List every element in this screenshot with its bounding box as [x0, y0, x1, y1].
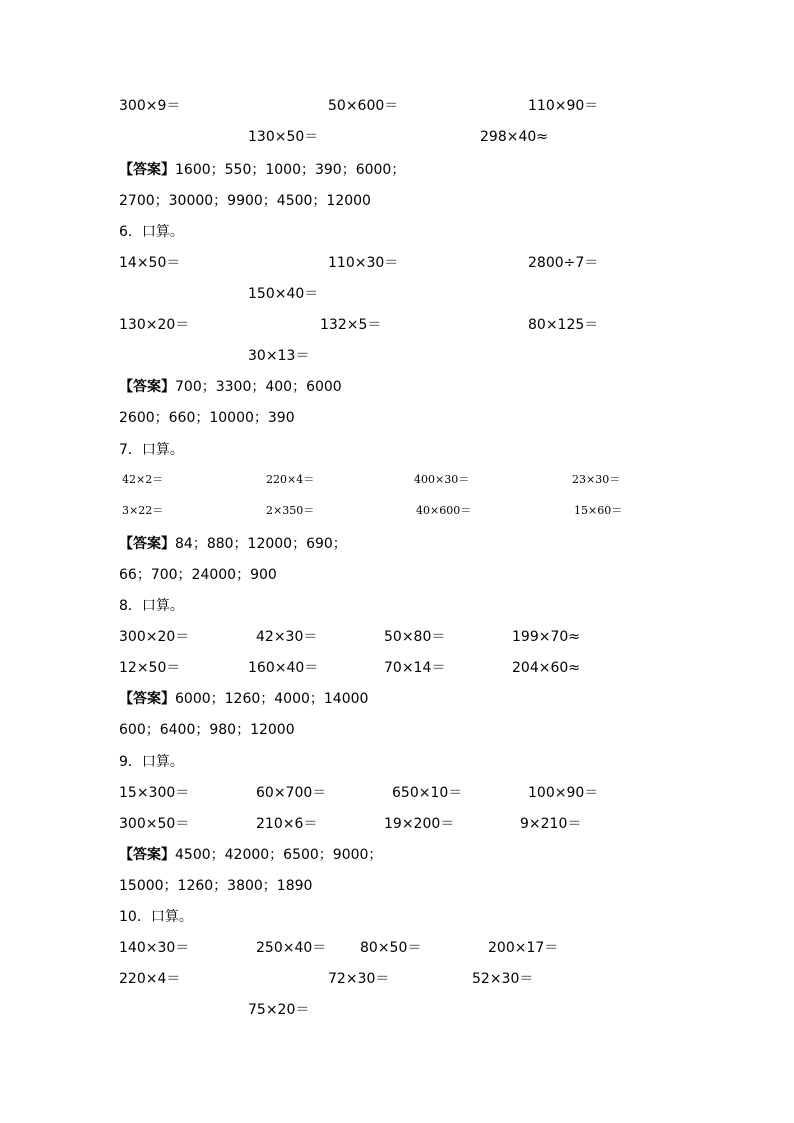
problem: 130×50＝ [248, 129, 319, 145]
answer-label: 【答案】 [119, 536, 175, 552]
question-title: 8．口算。 [119, 598, 184, 614]
question-title: 10．口算。 [119, 909, 193, 925]
answer-line [119, 378, 342, 396]
problem: 150×40＝ [248, 286, 319, 302]
answer-line: 2600；660；10000；390 [119, 410, 295, 426]
answer-values: 84；880；12000；690； [175, 536, 347, 552]
answer-line [119, 535, 347, 553]
problem: 298×40≈ [480, 129, 548, 145]
problem: 220×4＝ [266, 473, 315, 486]
problem: 75×20＝ [248, 1002, 310, 1018]
problem: 72×30＝ [328, 971, 390, 987]
problem: 3×22＝ [122, 504, 164, 517]
problem: 100×90＝ [528, 785, 599, 801]
problem: 140×30＝ [119, 940, 190, 956]
problem: 199×70≈ [512, 629, 580, 645]
answer-line [119, 690, 368, 708]
problem: 110×30＝ [328, 255, 399, 271]
answer-line: 600；6400；980；12000 [119, 722, 295, 738]
problem: 80×50＝ [360, 940, 422, 956]
problem: 42×2＝ [122, 473, 164, 486]
problem: 400×30＝ [414, 473, 470, 486]
problem: 132×5＝ [320, 317, 382, 333]
problem: 60×700＝ [256, 785, 327, 801]
problem: 204×60≈ [512, 660, 580, 676]
answer-line [119, 161, 405, 179]
question-title: 7．口算。 [119, 442, 184, 458]
problem: 80×125＝ [528, 317, 599, 333]
answer-values: 700；3300；400；6000 [175, 379, 342, 395]
problem: 300×20＝ [119, 629, 190, 645]
problem: 40×600＝ [416, 504, 472, 517]
problem: 70×14＝ [384, 660, 446, 676]
problem: 130×20＝ [119, 317, 190, 333]
answer-label: 【答案】 [119, 691, 175, 707]
problem: 160×40＝ [248, 660, 319, 676]
problem: 220×4＝ [119, 971, 181, 987]
answer-label: 【答案】 [119, 379, 175, 395]
problem: 19×200＝ [384, 816, 455, 832]
problem: 200×17＝ [488, 940, 559, 956]
problem: 30×13＝ [248, 348, 310, 364]
answer-values: 6000；1260；4000；14000 [175, 691, 369, 707]
answer-line: 2700；30000；9900；4500；12000 [119, 193, 371, 209]
problem: 250×40＝ [256, 940, 327, 956]
problem: 110×90＝ [528, 98, 599, 114]
answer-line: 15000；1260；3800；1890 [119, 878, 313, 894]
problem: 210×6＝ [256, 816, 318, 832]
question-title: 9．口算。 [119, 754, 184, 770]
problem: 50×600＝ [328, 98, 399, 114]
problem: 12×50＝ [119, 660, 181, 676]
problem: 300×50＝ [119, 816, 190, 832]
answer-line [119, 846, 382, 864]
problem: 2800÷7＝ [528, 255, 599, 271]
problem: 42×30＝ [256, 629, 318, 645]
problem: 14×50＝ [119, 255, 181, 271]
problem: 2×350＝ [266, 504, 315, 517]
problem: 650×10＝ [392, 785, 463, 801]
answer-label: 【答案】 [119, 162, 175, 178]
question-title: 6．口算。 [119, 224, 184, 240]
answer-label: 【答案】 [119, 847, 175, 863]
answer-line: 66；700；24000；900 [119, 567, 277, 583]
problem: 52×30＝ [472, 971, 534, 987]
problem: 50×80＝ [384, 629, 446, 645]
problem: 15×60＝ [574, 504, 623, 517]
answer-values: 4500；42000；6500；9000； [175, 847, 383, 863]
problem: 15×300＝ [119, 785, 190, 801]
problem: 9×210＝ [520, 816, 582, 832]
problem: 23×30＝ [572, 473, 621, 486]
problem: 300×9＝ [119, 98, 181, 114]
answer-values: 1600；550；1000；390；6000； [175, 162, 406, 178]
